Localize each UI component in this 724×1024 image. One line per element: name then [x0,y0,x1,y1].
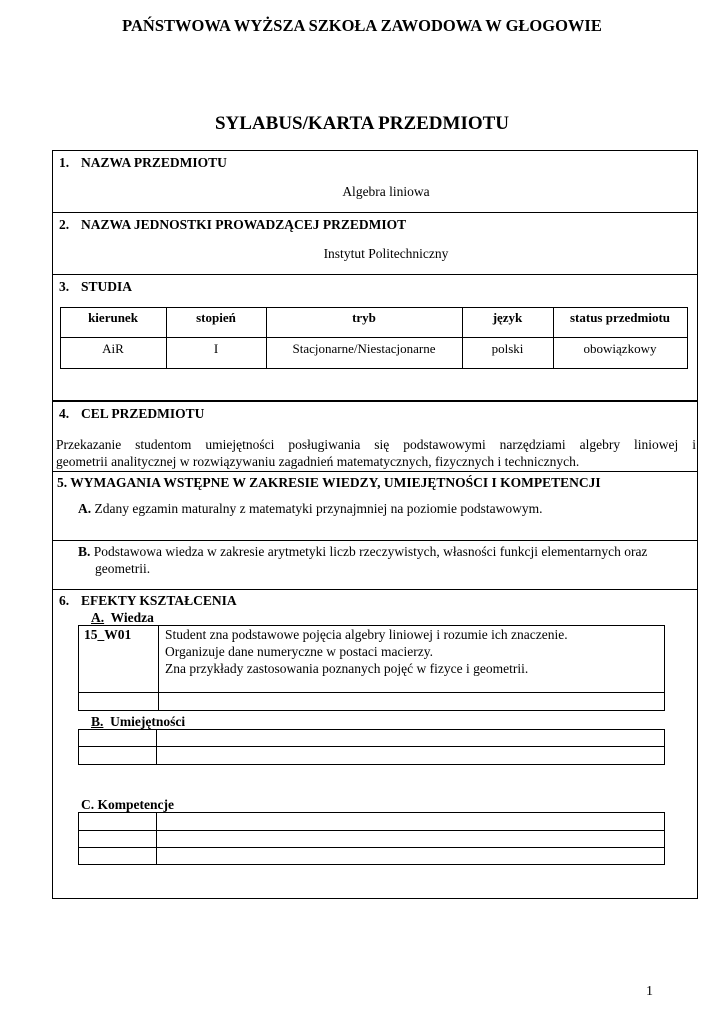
section-label: CEL PRZEDMIOTU [81,406,205,421]
list-marker: A. [78,501,92,516]
table-cell: Stacjonarne/Niestacjonarne [292,341,436,356]
skills-label: B. Umiejętności [91,714,186,729]
table-cell: obowiązkowy [583,341,657,356]
outcome-code: 15_W01 [84,627,132,642]
prerequisite-a: Zdany egzamin maturalny z matematyki przynajmniej na poziomie podstawowym. [94,501,543,516]
section-number: 3. [59,279,70,294]
section-number: 2. [59,217,70,232]
section-label: EFEKTY KSZTAŁCENIA [81,593,237,608]
objective-line-2: geometrii analitycznej w rozwiązywaniu zagadnień matematycznych, fizycznych i technicznych. [56,454,580,469]
section-label: NAZWA PRZEDMIOTU [81,155,227,170]
table-header: tryb [352,310,376,325]
table-cell: polski [491,341,524,356]
section-label: STUDIA [81,279,133,294]
objective-line-1: Przekazanie studentom umiejętności posługiwania się podstawowymi narzędziami algebry liniowej i [56,437,696,452]
knowledge-label: A. Wiedza [91,610,154,625]
table-cell: I [213,341,219,356]
competences-label: C. Kompetencje [81,797,174,812]
list-marker: B. [78,544,91,559]
page-number: 1 [646,984,653,999]
table-header: status przedmiotu [569,310,671,325]
section-number: 4. [59,406,70,421]
institution-name: PAŃSTWOWA WYŻSZA SZKOŁA ZAWODOWA W GŁOGOWIE [122,16,602,35]
table-header: stopień [196,310,236,325]
outcome-line: Zna przykłady zastosowania poznanych pojęć w fizyce i geometrii. [165,661,529,676]
table-header: kierunek [88,310,138,325]
prerequisite-b-line-2: geometrii. [95,561,151,576]
subject-name-value: Algebra liniowa [342,184,430,199]
list-marker: A. [91,610,105,625]
unit-name-value: Instytut Politechniczny [323,246,449,261]
section-number: 1. [59,155,70,170]
list-marker: B. [91,714,104,729]
outcome-line: Student zna podstawowe pojęcia algebry liniowej i rozumie ich znaczenie. [165,627,568,642]
document-title: SYLABUS/KARTA PRZEDMIOTU [214,113,510,134]
table-header: język [492,310,523,325]
section-label: 5. WYMAGANIA WSTĘPNE W ZAKRESIE WIEDZY, UMIEJĘTNOŚCI I KOMPETENCJI [57,475,601,490]
outcome-line: Organizuje dane numeryczne w postaci macierzy. [165,644,434,659]
section-number: 6. [59,593,70,608]
table-cell: AiR [102,341,124,356]
prerequisite-b-line-1: Podstawowa wiedza w zakresie arytmetyki liczb rzeczywistych, własności funkcji elementarnych oraz [93,544,648,559]
section-label: NAZWA JEDNOSTKI PROWADZĄCEJ PRZEDMIOT [81,217,407,232]
